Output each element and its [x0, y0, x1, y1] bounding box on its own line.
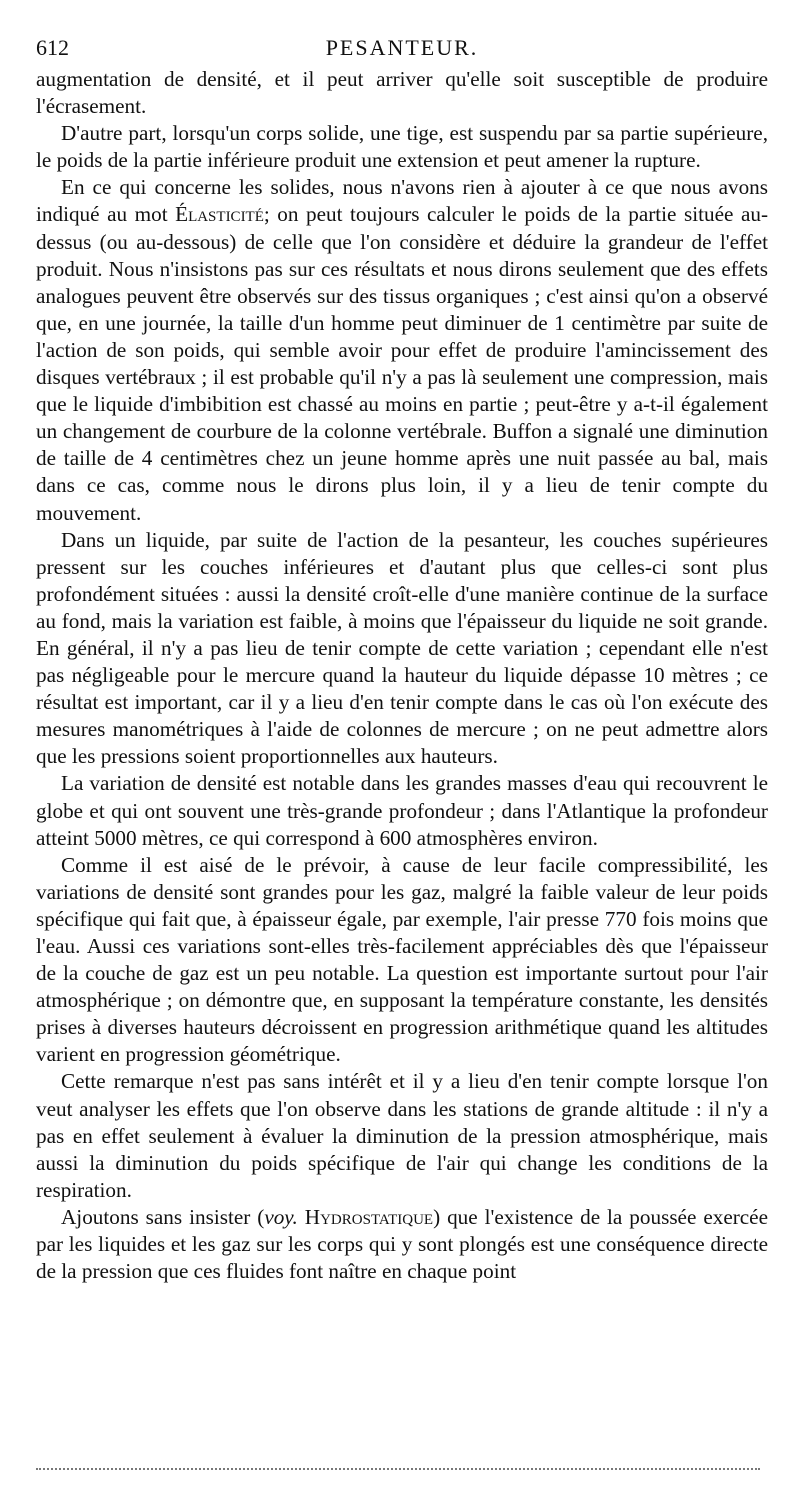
- paragraph-text: ) que l'existence de la poussée exercée par les liquides et les gaz sur les corps qui y sont plongés est une conséquence directe de la pression que ces fluides font naître en chaque point: [36, 1204, 768, 1284]
- space: [298, 1205, 305, 1229]
- paragraph-text: Dans un liquide, par suite de l'action de la pesanteur, les couches supérieures pressent sur les couches inférieures et d'autant plus que celles-ci sont plus profondément situées : aussi la densité croît-elle d'une manière continue de la surface au fond, mais la variation est faible, à moins que l'épaisseur du liquide ne soit grande. En général, il n'y a pas lieu de tenir compte de cette variation ; cependant elle n'est pas négligeable pour le mercure quand la hauteur du liquide dépasse 10 mètres ; ce résultat est important, car il y a lieu d'en tenir compte dans le cas où l'on exécute des mesures manométriques à l'aide de colonnes de mercure ; on ne peut admettre alors que les pressions soient proportionnelles aux hauteurs.: [36, 527, 768, 769]
- paragraph: [36, 66, 768, 120]
- body-text: [36, 66, 768, 1285]
- paragraph-text: ; on peut toujours calculer le poids de la partie située au-dessus (ou au-dessous) de celle que l'on considère et déduire la grandeur de l'effet produit. Nous n'insistons pas sur ces résultats et nous dirons seulement que des effets analogues peuvent être observés sur des tissus organiques ; c'est ainsi qu'on a observé que, en une journée, la taille d'un homme peut diminuer de 1 centimètre par suite de l'action de son poids, qui semble avoir pour effet de produire l'amincissement des disques vertébraux ; il est probable qu'il n'y a pas là seulement une compression, mais que le liquide d'imbibition est chassé au moins en partie ; peut-être y a-t-il également un changement de courbure de la colonne vertébrale. Buffon a signalé une diminution de taille de 4 centimètres chez un jeune homme après une nuit passée au bal, mais dans ce cas, comme nous le dirons plus loin, il y a lieu de tenir compte du mouvement.: [36, 202, 768, 525]
- paragraph-text: augmentation de densité, et il peut arriver qu'elle soit susceptible de produire l'écrasement.: [36, 67, 768, 119]
- paragraph: [36, 174, 768, 526]
- running-title: PESANTEUR.: [325, 35, 479, 60]
- paragraph-text: La variation de densité est notable dans les grandes masses d'eau qui recouvrent le globe et qui ont souvent une très-grande profondeur ; dans l'Atlantique la profondeur atteint 5000 mètres, ce qui correspond à 600 atmosphères environ.: [36, 771, 768, 850]
- cross-reference: Hydrostatique: [304, 1204, 434, 1229]
- footer-dotted-rule: [36, 1468, 760, 1470]
- paragraph: [36, 527, 768, 771]
- paragraph-text: D'autre part, lorsqu'un corps solide, une tige, est suspendu par sa partie supérieure, le poids de la partie inférieure produit une extension et peut amener la rupture.: [36, 121, 768, 173]
- paragraph-text: Ajoutons sans insister (: [61, 1204, 265, 1229]
- paragraph-text: Comme il est aisé de le prévoir, à cause de leur facile compressibilité, les variations de densité sont grandes pour les gaz, malgré la faible valeur de leur poids spécifique qui fait que, à épaisseur égale, par exemple, l'air presse 770 fois moins que l'eau. Aussi ces variations sont-elles très-facilement appréciables dès que l'épaisseur de la couche de gaz est un peu notable. La question est importante surtout pour l'air atmosphérique ; on démontre que, en supposant la température constante, les densités prises à diverses hauteurs décroissent en progression arithmétique quand les altitudes varient en progression géométrique.: [36, 852, 768, 1067]
- paragraph-text: En ce qui concerne les solides, nous n'avons rien à ajouter à ce que nous avons indiqué au mot: [36, 175, 768, 227]
- paragraph: [36, 852, 768, 1069]
- paragraph: [36, 120, 768, 174]
- paragraph: [36, 770, 768, 851]
- paragraph: [36, 1068, 768, 1203]
- paragraph-text: Cette remarque n'est pas sans intérêt et il y a lieu d'en tenir compte lorsque l'on veut analyser les effets que l'on observe dans les stations de grande altitude : il n'y a pas en effet seulement à évaluer la diminution de la pression atmosphérique, mais aussi la diminution du poids spécifique de l'air qui change les conditions de la respiration.: [36, 1069, 768, 1202]
- paragraph: [36, 1204, 768, 1285]
- cross-reference: Élasticité: [175, 202, 264, 227]
- page-number: 612: [36, 35, 69, 60]
- page-header: [36, 30, 768, 66]
- voy-abbreviation: voy.: [264, 1204, 298, 1229]
